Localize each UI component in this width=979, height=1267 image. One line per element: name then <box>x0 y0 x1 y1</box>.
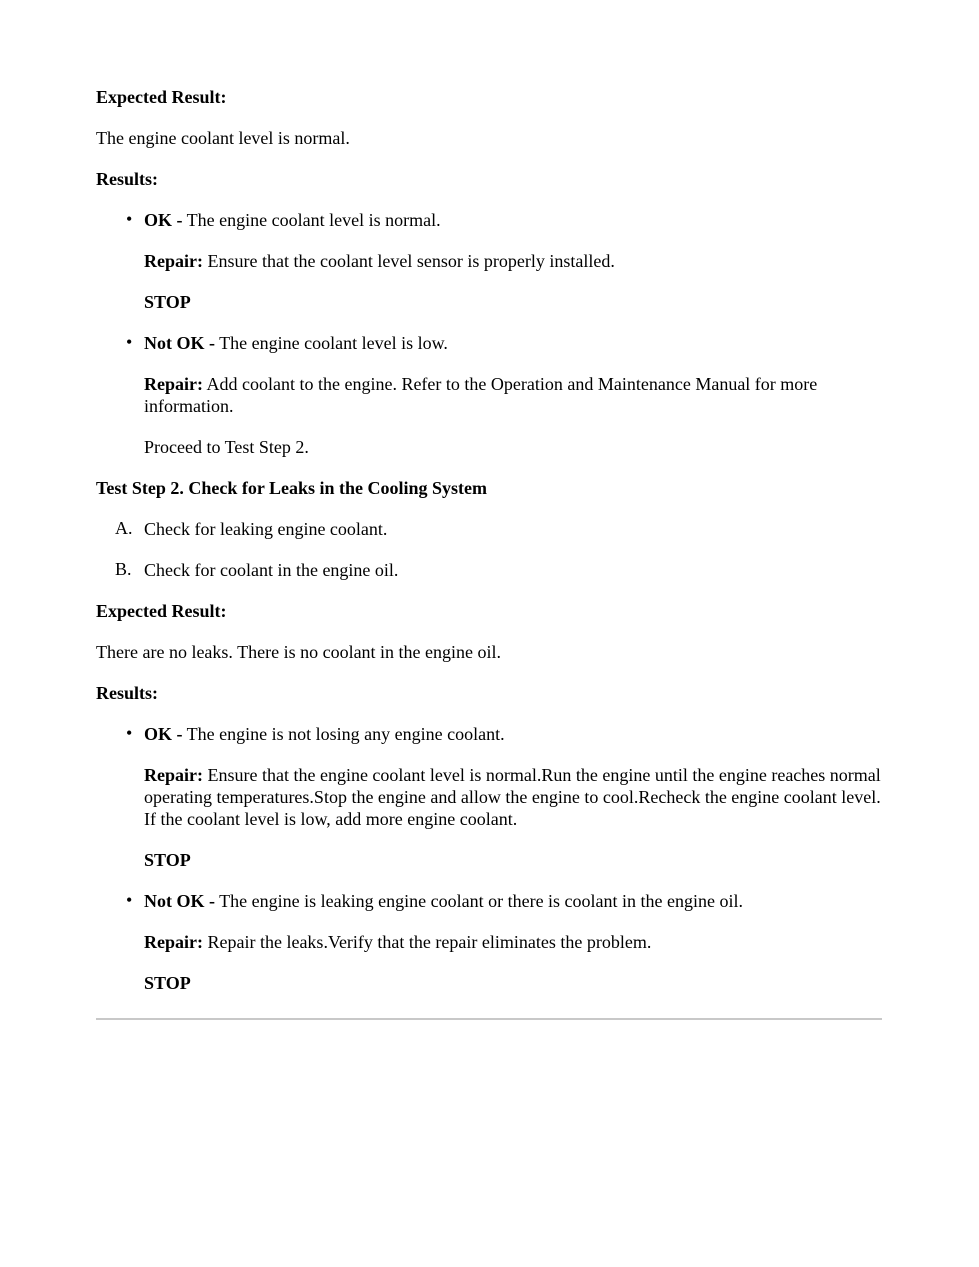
step-marker: B. <box>115 559 132 579</box>
document-body <box>96 86 882 994</box>
results-heading: Results: <box>96 683 158 703</box>
notok-label: Not OK - <box>144 891 215 911</box>
proceed-text: Proceed to Test Step 2. <box>144 437 309 457</box>
result-notok-item <box>96 890 882 912</box>
notok-label: Not OK - <box>144 333 215 353</box>
ok-text: The engine coolant level is normal. <box>182 210 441 230</box>
step-text: Check for coolant in the engine oil. <box>144 560 399 580</box>
result-notok-item <box>96 332 882 354</box>
ok-stop: STOP <box>144 850 191 870</box>
ok-repair: Repair: Ensure that the engine coolant level is normal.Run the engine until the engine reaches normal operating temperatures.Stop the engine and allow the engine to cool.Recheck the engine coolant level. If the coolant level is low, add more engine coolant. <box>144 765 881 829</box>
ok-stop: STOP <box>144 292 191 312</box>
expected-result-text: The engine coolant level is normal. <box>96 128 350 148</box>
notok-text: The engine is leaking engine coolant or there is coolant in the engine oil. <box>215 891 744 911</box>
notok-text: The engine coolant level is low. <box>215 333 448 353</box>
ok-label: OK - <box>144 724 183 744</box>
notok-stop: STOP <box>144 973 191 993</box>
step-item-b <box>96 559 882 581</box>
notok-repair: Repair: Add coolant to the engine. Refer to the Operation and Maintenance Manual for more information. <box>144 374 818 416</box>
horizontal-divider <box>96 1018 882 1020</box>
step-item-a <box>96 518 882 540</box>
bullet-icon: • <box>126 209 133 229</box>
step-text: Check for leaking engine coolant. <box>144 519 388 539</box>
test-step-2-title: Test Step 2. Check for Leaks in the Cooling System <box>96 478 488 498</box>
result-ok-item <box>96 723 882 745</box>
expected-result-text: There are no leaks. There is no coolant in the engine oil. <box>96 642 502 662</box>
ok-label: OK - <box>144 210 183 230</box>
bullet-icon: • <box>126 332 133 352</box>
expected-result-heading: Expected Result: <box>96 601 227 621</box>
result-ok-item <box>96 209 882 231</box>
ok-text: The engine is not losing any engine coolant. <box>182 724 505 744</box>
bullet-icon: • <box>126 890 133 910</box>
notok-repair: Repair: Repair the leaks.Verify that the repair eliminates the problem. <box>144 932 652 952</box>
ok-repair: Repair: Ensure that the coolant level sensor is properly installed. <box>144 251 615 271</box>
step-marker: A. <box>115 518 133 538</box>
expected-result-heading: Expected Result: <box>96 87 227 107</box>
bullet-icon: • <box>126 723 133 743</box>
results-heading: Results: <box>96 169 158 189</box>
